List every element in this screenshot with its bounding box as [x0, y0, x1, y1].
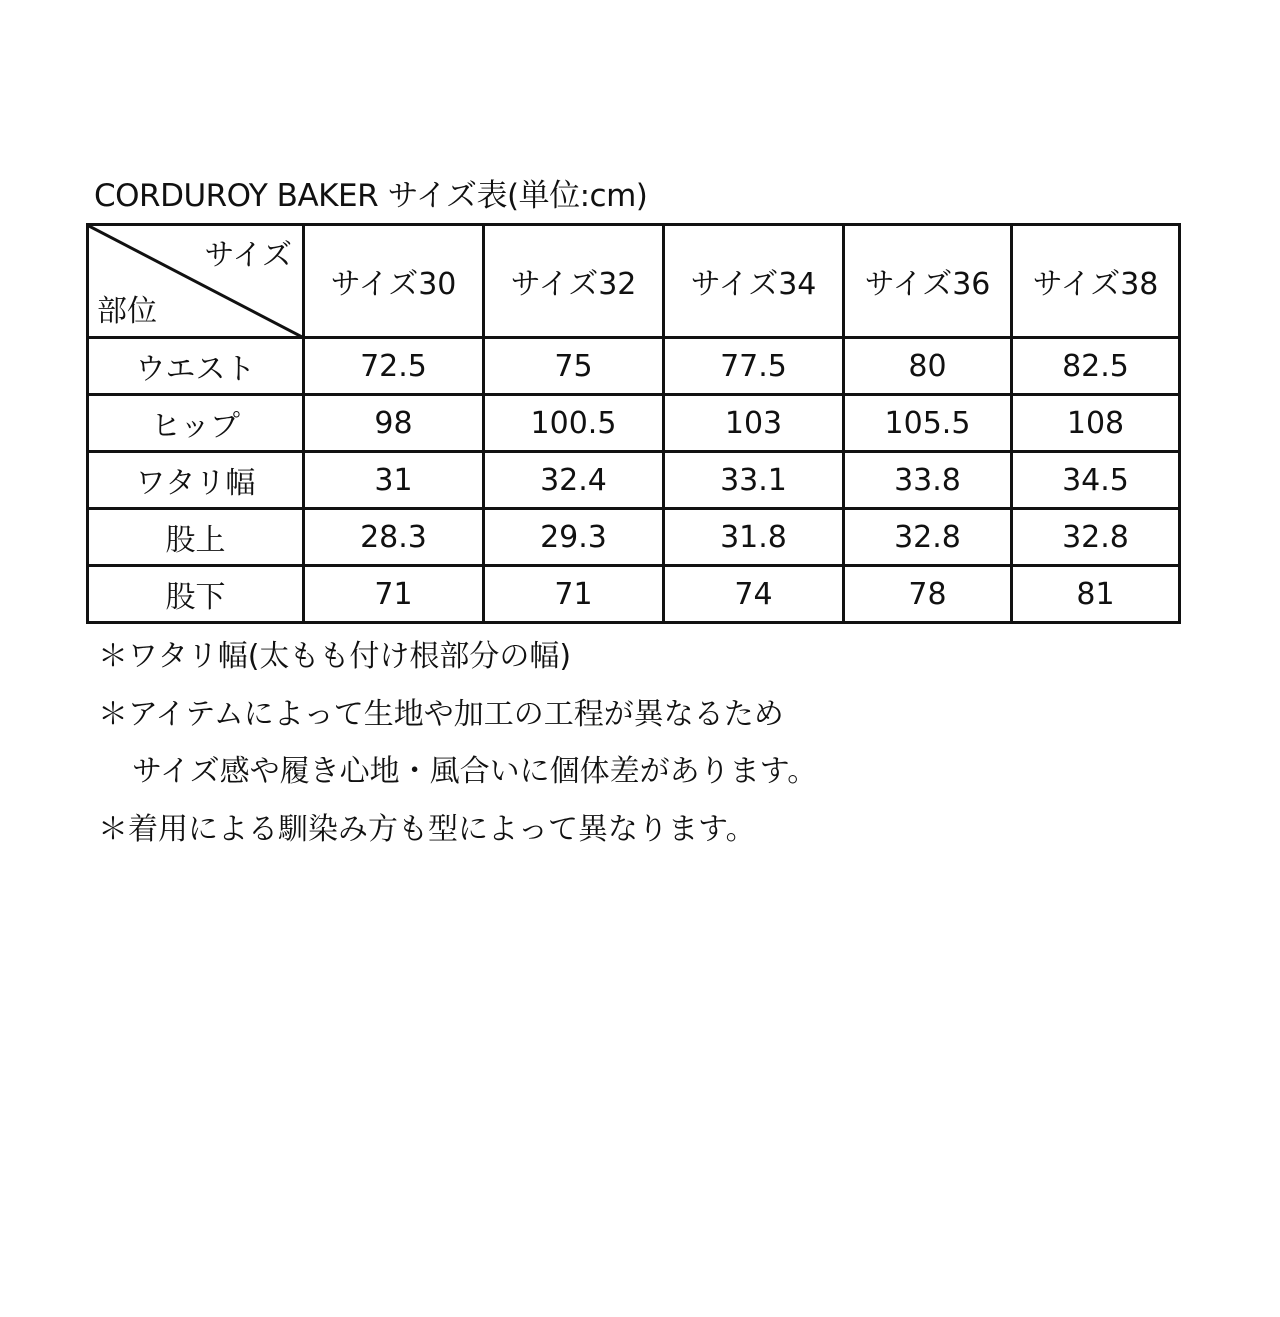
- table-cell: 108: [1012, 395, 1180, 452]
- table-cell: 71: [484, 566, 664, 623]
- row-label: ヒップ: [88, 395, 304, 452]
- table-cell: 33.8: [844, 452, 1012, 509]
- corner-size-label: サイズ: [204, 238, 292, 273]
- table-cell: 77.5: [664, 338, 844, 395]
- note-wear-fit: ＊着用による馴染み方も型によって異なります。: [98, 811, 756, 847]
- table-cell: 100.5: [484, 395, 664, 452]
- table-row-waist: [88, 338, 1180, 395]
- table-row-inseam: [88, 566, 1180, 623]
- row-label: 股下: [88, 566, 304, 623]
- column-header-size32: サイズ32: [484, 225, 664, 338]
- corner-header-cell: [88, 225, 304, 338]
- column-header-size30: サイズ30: [304, 225, 484, 338]
- table-cell: 32.4: [484, 452, 664, 509]
- note-item-variance: ＊アイテムによって生地や加工の工程が異なるため: [98, 696, 784, 732]
- table-cell: 32.8: [844, 509, 1012, 566]
- table-cell: 80: [844, 338, 1012, 395]
- table-cell: 81: [1012, 566, 1180, 623]
- column-header-size36: サイズ36: [844, 225, 1012, 338]
- table-cell: 105.5: [844, 395, 1012, 452]
- table-cell: 103: [664, 395, 844, 452]
- table-cell: 74: [664, 566, 844, 623]
- size-table: [86, 223, 1181, 624]
- table-cell: 72.5: [304, 338, 484, 395]
- row-label: ウエスト: [88, 338, 304, 395]
- table-cell: 33.1: [664, 452, 844, 509]
- table-cell: 34.5: [1012, 452, 1180, 509]
- column-header-size38: サイズ38: [1012, 225, 1180, 338]
- table-row-thigh-width: [88, 452, 1180, 509]
- size-chart-title: CORDUROY BAKER サイズ表(単位:cm): [94, 178, 648, 214]
- column-header-size34: サイズ34: [664, 225, 844, 338]
- table-cell: 78: [844, 566, 1012, 623]
- table-cell: 31: [304, 452, 484, 509]
- corner-part-label: 部位: [97, 294, 157, 329]
- table-header-row: [88, 225, 1180, 338]
- table-cell: 29.3: [484, 509, 664, 566]
- table-cell: 32.8: [1012, 509, 1180, 566]
- table-cell: 98: [304, 395, 484, 452]
- note-item-variance-cont: サイズ感や履き心地・風合いに個体差があります。: [132, 754, 818, 789]
- table-row-hip: [88, 395, 1180, 452]
- row-label: 股上: [88, 509, 304, 566]
- table-cell: 75: [484, 338, 664, 395]
- table-cell: 31.8: [664, 509, 844, 566]
- table-row-rise: [88, 509, 1180, 566]
- note-thigh-width: ＊ワタリ幅(太もも付け根部分の幅): [98, 639, 572, 674]
- table-cell: 71: [304, 566, 484, 623]
- row-label: ワタリ幅: [88, 452, 304, 509]
- table-cell: 82.5: [1012, 338, 1180, 395]
- table-cell: 28.3: [304, 509, 484, 566]
- notes-section: [98, 628, 817, 858]
